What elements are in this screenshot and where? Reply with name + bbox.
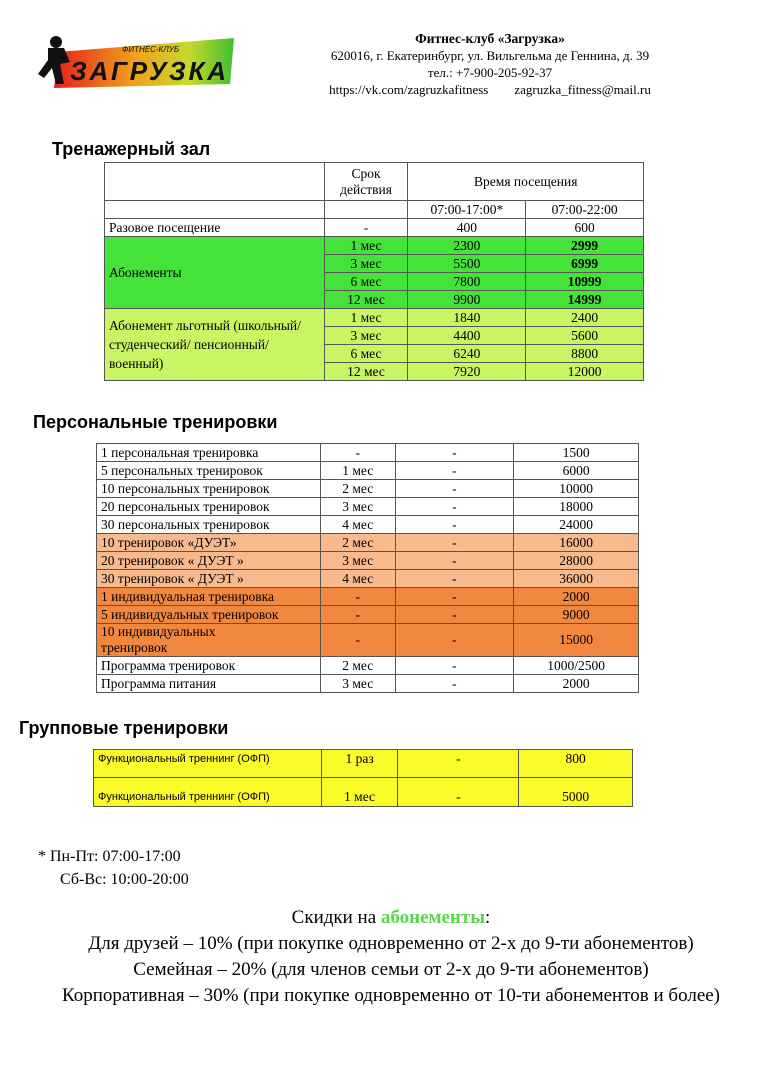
table-row [97, 534, 639, 552]
duration-cell: 6 мес [324, 345, 408, 363]
table-cell: - [395, 462, 514, 480]
discounts-block [0, 905, 782, 1009]
discount-line: Для друзей – 10% (при покупке одновременно от 2-х до 9-ти абонементов) [88, 933, 694, 954]
price-cell: 9900 [408, 291, 526, 309]
row-label: 20 персональных тренировок [97, 498, 321, 516]
table-row [94, 778, 633, 807]
row-label: 1 индивидуальная тренировка [97, 588, 321, 606]
table-cell: - [395, 480, 514, 498]
table-cell: - [395, 675, 514, 693]
table-row [97, 657, 639, 675]
price-cell: 1840 [408, 309, 526, 327]
logo-text: ЗАГРУЗКА [70, 56, 226, 86]
duration-cell: - [320, 444, 395, 462]
table-cell: - [395, 606, 514, 624]
price-cell: 14999 [526, 291, 644, 309]
price-cell: 1500 [514, 444, 639, 462]
price-cell: 28000 [514, 552, 639, 570]
duration-cell: 3 мес [320, 498, 395, 516]
gym-price-table [104, 162, 644, 381]
row-label: Программа тренировок [97, 657, 321, 675]
price-cell: 36000 [514, 570, 639, 588]
duration-cell: 3 мес [320, 675, 395, 693]
duration-cell: 3 мес [320, 552, 395, 570]
personal-title: Персональные тренировки [33, 412, 278, 432]
duration-cell: 12 мес [324, 291, 408, 309]
price-cell: 7920 [408, 363, 526, 381]
price-cell: 800 [519, 750, 633, 778]
price-cell: 6999 [526, 255, 644, 273]
table-row [97, 498, 639, 516]
price-cell: 2999 [526, 237, 644, 255]
table-row [97, 462, 639, 480]
price-cell: 2000 [514, 675, 639, 693]
price-cell: 12000 [526, 363, 644, 381]
duration-cell: - [320, 624, 395, 657]
table-cell: - [398, 750, 519, 778]
duration-cell: - [324, 219, 408, 237]
table-row [97, 624, 639, 657]
duration-cell: 4 мес [320, 516, 395, 534]
club-name: Фитнес-клуб «Загрузка» [415, 31, 565, 46]
table-row [105, 309, 644, 327]
table-cell: - [395, 657, 514, 675]
price-cell: 6000 [514, 462, 639, 480]
schedule-weekend: Сб-Вс: 10:00-20:00 [60, 871, 189, 888]
discounts-title-prefix: Скидки на [291, 907, 381, 928]
price-cell: 6240 [408, 345, 526, 363]
price-cell: 7800 [408, 273, 526, 291]
price-cell: 4400 [408, 327, 526, 345]
row-label: 30 персональных тренировок [97, 516, 321, 534]
duration-cell: 4 мес [320, 570, 395, 588]
duration-cell: 1 мес [324, 309, 408, 327]
schedule-note [38, 845, 189, 891]
col-header-morning: 07:00-17:00* [408, 201, 526, 219]
table-cell [324, 201, 408, 219]
table-row [97, 480, 639, 498]
price-cell: 5600 [526, 327, 644, 345]
club-header [290, 30, 690, 98]
duration-cell: - [320, 588, 395, 606]
price-cell: 10000 [514, 480, 639, 498]
table-row [97, 675, 639, 693]
duration-cell: 1 мес [324, 237, 408, 255]
price-cell: 15000 [514, 624, 639, 657]
duration-cell: 1 мес [321, 778, 398, 807]
row-label: Абонементы [105, 237, 325, 309]
price-cell: 24000 [514, 516, 639, 534]
row-label: 10 персональных тренировок [97, 480, 321, 498]
table-row [97, 606, 639, 624]
col-header-duration: Срок действия [324, 163, 408, 201]
personal-price-table [96, 443, 639, 693]
price-cell: 2300 [408, 237, 526, 255]
price-cell: 1000/2500 [514, 657, 639, 675]
table-row [105, 237, 644, 255]
price-cell: 8800 [526, 345, 644, 363]
row-label: 10 индивидуальных тренировок [97, 624, 321, 657]
discounts-title [0, 905, 782, 931]
table-row [105, 219, 644, 237]
duration-cell: 1 раз [321, 750, 398, 778]
table-cell: - [395, 498, 514, 516]
price-cell: 2000 [514, 588, 639, 606]
table-cell [105, 201, 325, 219]
duration-cell: 2 мес [320, 534, 395, 552]
email-link[interactable]: zagruzka_fitness@mail.ru [514, 82, 651, 97]
table-row [97, 588, 639, 606]
duration-cell: 6 мес [324, 273, 408, 291]
group-price-table [93, 749, 633, 807]
row-label: Программа питания [97, 675, 321, 693]
price-cell: 16000 [514, 534, 639, 552]
club-phone: тел.: +7-900-205-92-37 [427, 65, 553, 80]
duration-cell: 2 мес [320, 657, 395, 675]
col-header-time: Время посещения [408, 163, 644, 201]
row-label: 10 тренировок «ДУЭТ» [97, 534, 321, 552]
price-cell: 5500 [408, 255, 526, 273]
table-row [97, 444, 639, 462]
price-cell: 10999 [526, 273, 644, 291]
schedule-weekdays: * Пн-Пт: 07:00-17:00 [38, 848, 181, 865]
price-cell: 5000 [519, 778, 633, 807]
row-label: 20 тренировок « ДУЭТ » [97, 552, 321, 570]
price-cell: 2400 [526, 309, 644, 327]
table-cell: - [395, 570, 514, 588]
table-cell: - [395, 516, 514, 534]
row-label: 1 персональная тренировка [97, 444, 321, 462]
table-row [97, 570, 639, 588]
discount-line: Семейная – 20% (для членов семьи от 2-х до 9-ти абонементов) [133, 959, 649, 980]
price-cell: 18000 [514, 498, 639, 516]
row-label: 5 персональных тренировок [97, 462, 321, 480]
duration-cell: 1 мес [320, 462, 395, 480]
table-cell: - [395, 534, 514, 552]
club-address: 620016, г. Екатеринбург, ул. Вильгельма де Геннина, д. 39 [330, 48, 650, 63]
group-title: Групповые тренировки [19, 718, 229, 738]
duration-cell: 12 мес [324, 363, 408, 381]
discounts-title-suffix: : [485, 907, 491, 928]
row-label: Функциональный треннинг (ОФП) [94, 778, 322, 807]
price-cell: 400 [408, 219, 526, 237]
table-cell: - [395, 588, 514, 606]
discounts-title-accent: абонементы [380, 907, 486, 928]
table-cell [105, 163, 325, 201]
row-label: 5 индивидуальных тренировок [97, 606, 321, 624]
duration-cell: 3 мес [324, 255, 408, 273]
duration-cell: 3 мес [324, 327, 408, 345]
row-label: Абонемент льготный (школьный/студенческий/ пенсионный/военный) [105, 309, 325, 381]
gym-title: Тренажерный зал [52, 139, 211, 159]
table-cell: - [395, 552, 514, 570]
table-cell: - [395, 624, 514, 657]
discount-line: Корпоративная – 30% (при покупке одновременно от 10-ти абонементов и более) [61, 985, 721, 1006]
table-cell: - [398, 778, 519, 807]
row-label: 30 тренировок « ДУЭТ » [97, 570, 321, 588]
col-header-full: 07:00-22:00 [526, 201, 644, 219]
table-row [94, 750, 633, 778]
row-label: Разовое посещение [105, 219, 325, 237]
price-cell: 9000 [514, 606, 639, 624]
duration-cell: - [320, 606, 395, 624]
price-cell: 600 [526, 219, 644, 237]
logo-subtext: ФИТНЕС-КЛУБ [122, 45, 180, 54]
vk-link[interactable]: https://vk.com/zagruzkafitness [329, 82, 489, 97]
club-logo [38, 34, 234, 96]
table-cell: - [395, 444, 514, 462]
table-row [97, 552, 639, 570]
row-label: Функциональный треннинг (ОФП) [94, 750, 322, 778]
table-row [97, 516, 639, 534]
duration-cell: 2 мес [320, 480, 395, 498]
